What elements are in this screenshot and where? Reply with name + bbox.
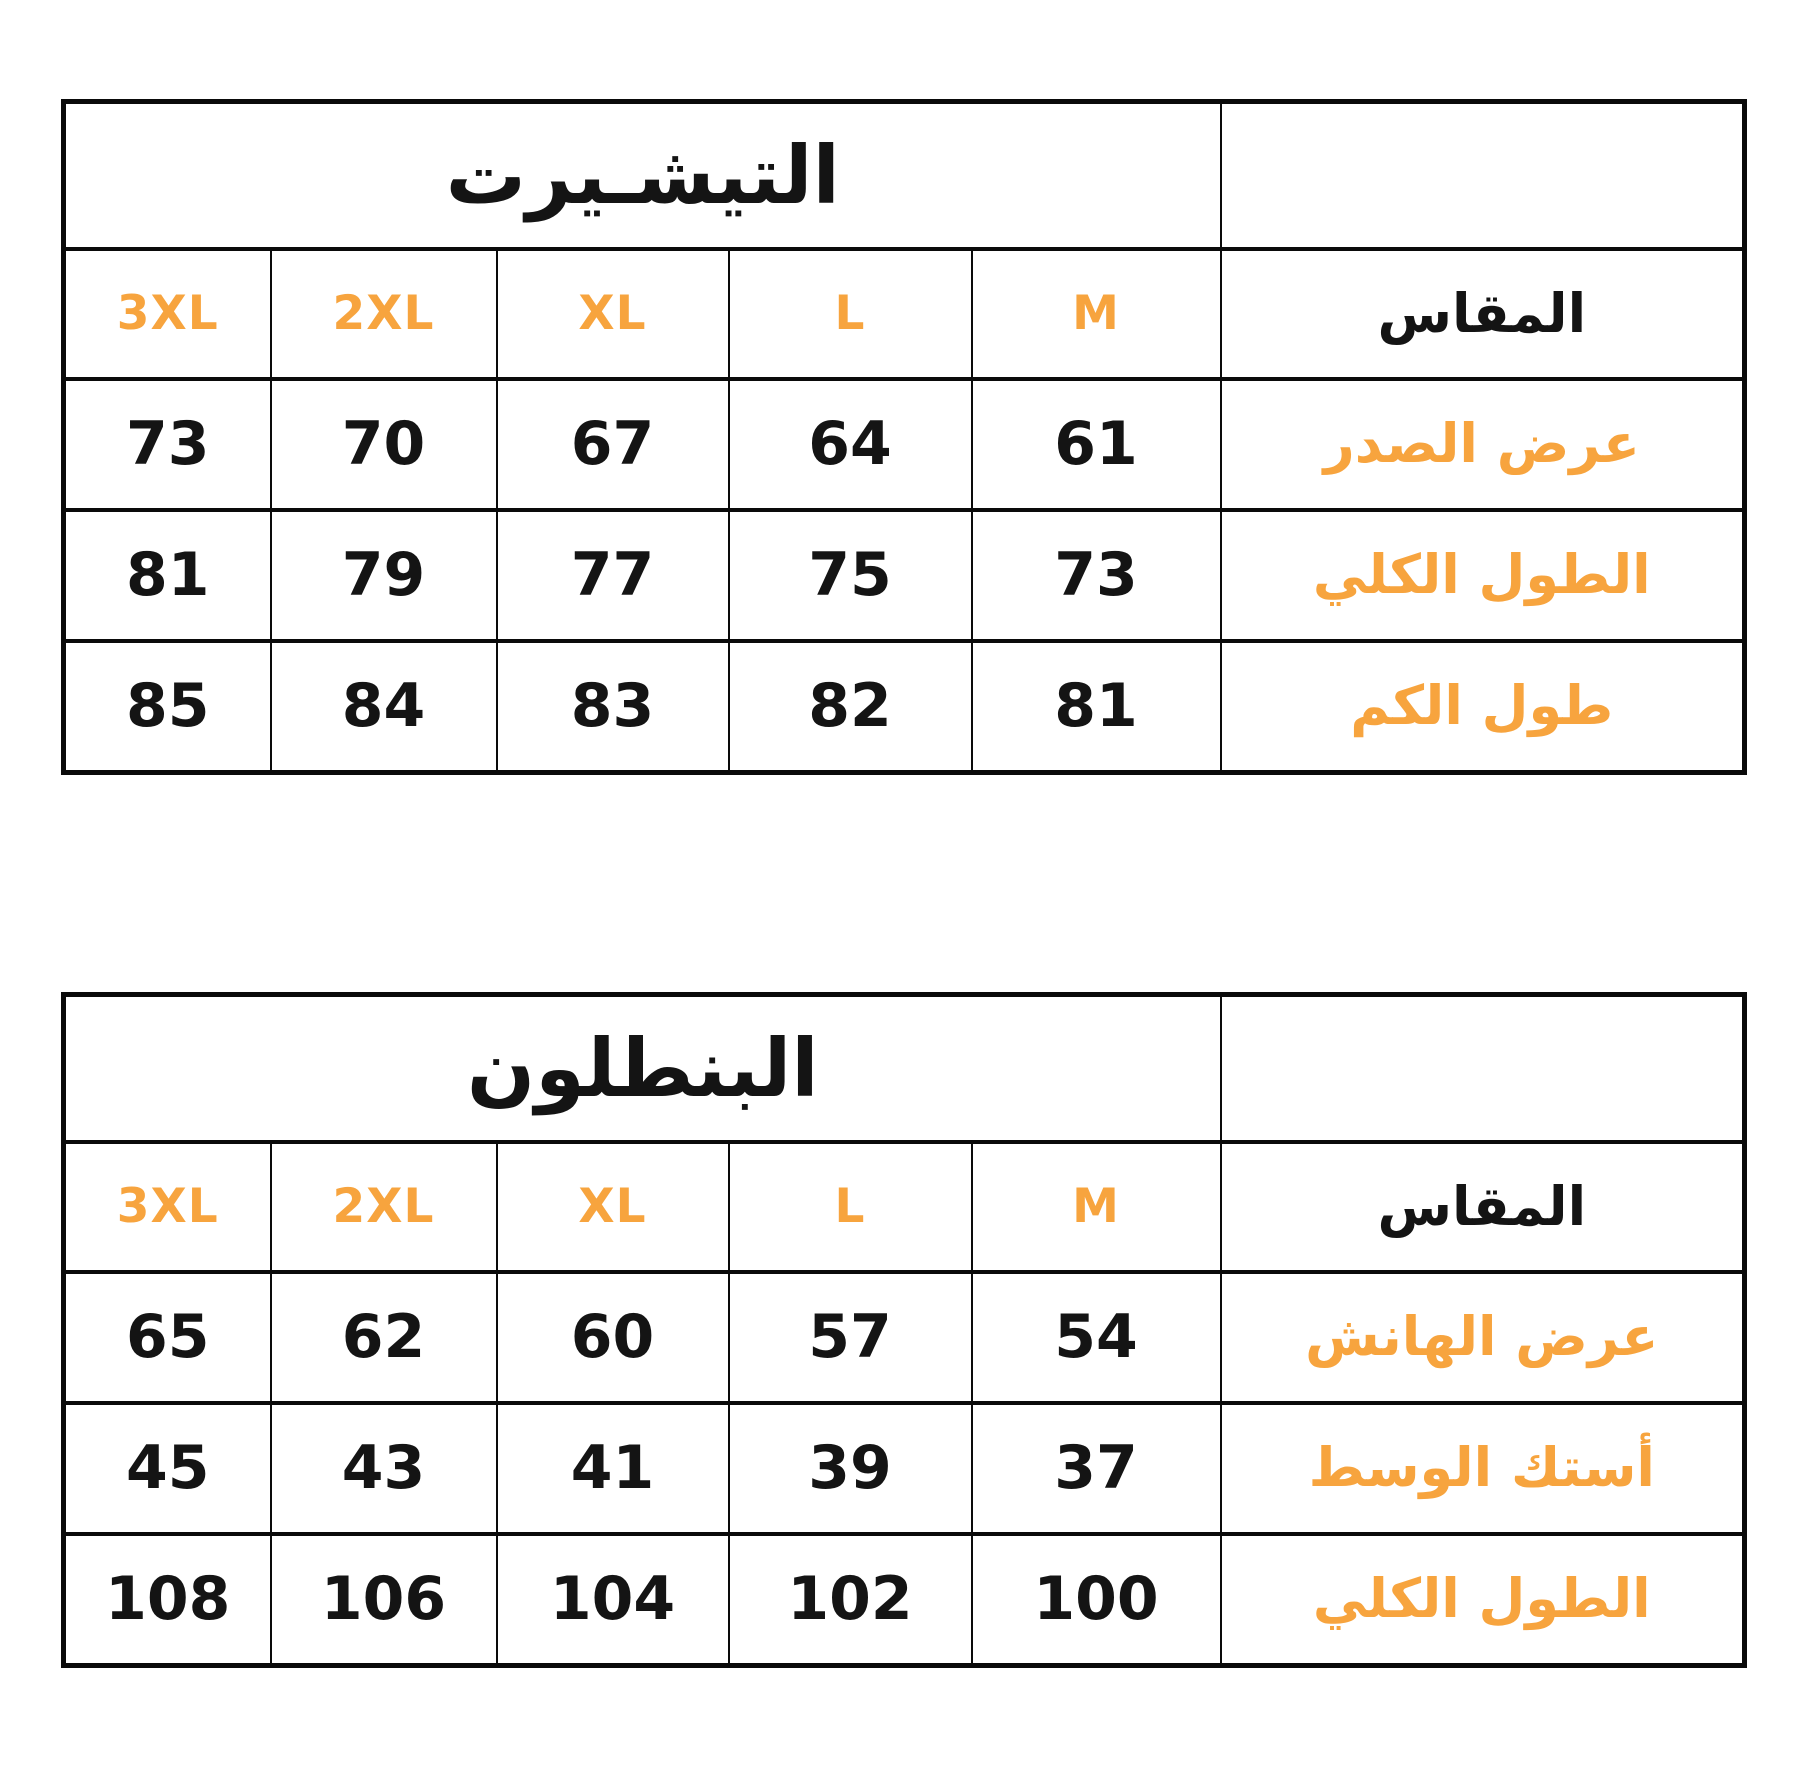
table-row: [64, 510, 1745, 641]
tshirt-table-title: التيشـيرت: [64, 102, 1221, 250]
size-header-xl: XL: [497, 249, 729, 379]
value-cell: 37: [972, 1403, 1221, 1534]
value-cell: 108: [64, 1534, 271, 1666]
value-cell: 45: [64, 1403, 271, 1534]
measure-label-hip-width: عرض الهانش: [1221, 1272, 1745, 1403]
value-cell: 81: [64, 510, 271, 641]
title-side-empty-cell: [1221, 995, 1745, 1143]
size-column-label: المقاس: [1221, 1142, 1745, 1272]
pants-table-title: البنطلون: [64, 995, 1221, 1143]
value-cell: 77: [497, 510, 729, 641]
value-cell: 85: [64, 641, 271, 773]
value-cell: 70: [271, 379, 497, 510]
value-cell: 62: [271, 1272, 497, 1403]
size-header-2xl: 2XL: [271, 1142, 497, 1272]
table-row: [64, 379, 1745, 510]
table-row: [64, 102, 1745, 250]
value-cell: 73: [972, 510, 1221, 641]
size-header-m: M: [972, 249, 1221, 379]
value-cell: 41: [497, 1403, 729, 1534]
measure-label-chest-width: عرض الصدر: [1221, 379, 1745, 510]
table-row: [64, 1403, 1745, 1534]
value-cell: 75: [729, 510, 972, 641]
table-row: [64, 1272, 1745, 1403]
table-row: [64, 1142, 1745, 1272]
value-cell: 39: [729, 1403, 972, 1534]
value-cell: 43: [271, 1403, 497, 1534]
value-cell: 79: [271, 510, 497, 641]
pants-size-table: [61, 992, 1747, 1668]
value-cell: 100: [972, 1534, 1221, 1666]
size-header-m: M: [972, 1142, 1221, 1272]
value-cell: 81: [972, 641, 1221, 773]
value-cell: 64: [729, 379, 972, 510]
table-row: [64, 1534, 1745, 1666]
value-cell: 84: [271, 641, 497, 773]
size-header-l: L: [729, 249, 972, 379]
measure-label-total-length: الطول الكلي: [1221, 1534, 1745, 1666]
size-header-xl: XL: [497, 1142, 729, 1272]
value-cell: 106: [271, 1534, 497, 1666]
value-cell: 82: [729, 641, 972, 773]
table-row: [64, 995, 1745, 1143]
value-cell: 54: [972, 1272, 1221, 1403]
measure-label-sleeve-length: طول الكم: [1221, 641, 1745, 773]
value-cell: 73: [64, 379, 271, 510]
measure-label-total-length: الطول الكلي: [1221, 510, 1745, 641]
measure-label-waist-elastic: أستك الوسط: [1221, 1403, 1745, 1534]
title-side-empty-cell: [1221, 102, 1745, 250]
tshirt-size-table: [61, 99, 1747, 775]
value-cell: 104: [497, 1534, 729, 1666]
size-header-3xl: 3XL: [64, 249, 271, 379]
table-row: [64, 249, 1745, 379]
value-cell: 65: [64, 1272, 271, 1403]
value-cell: 57: [729, 1272, 972, 1403]
value-cell: 67: [497, 379, 729, 510]
value-cell: 102: [729, 1534, 972, 1666]
size-header-2xl: 2XL: [271, 249, 497, 379]
table-row: [64, 641, 1745, 773]
value-cell: 60: [497, 1272, 729, 1403]
size-header-3xl: 3XL: [64, 1142, 271, 1272]
size-header-l: L: [729, 1142, 972, 1272]
value-cell: 61: [972, 379, 1221, 510]
value-cell: 83: [497, 641, 729, 773]
size-column-label: المقاس: [1221, 249, 1745, 379]
